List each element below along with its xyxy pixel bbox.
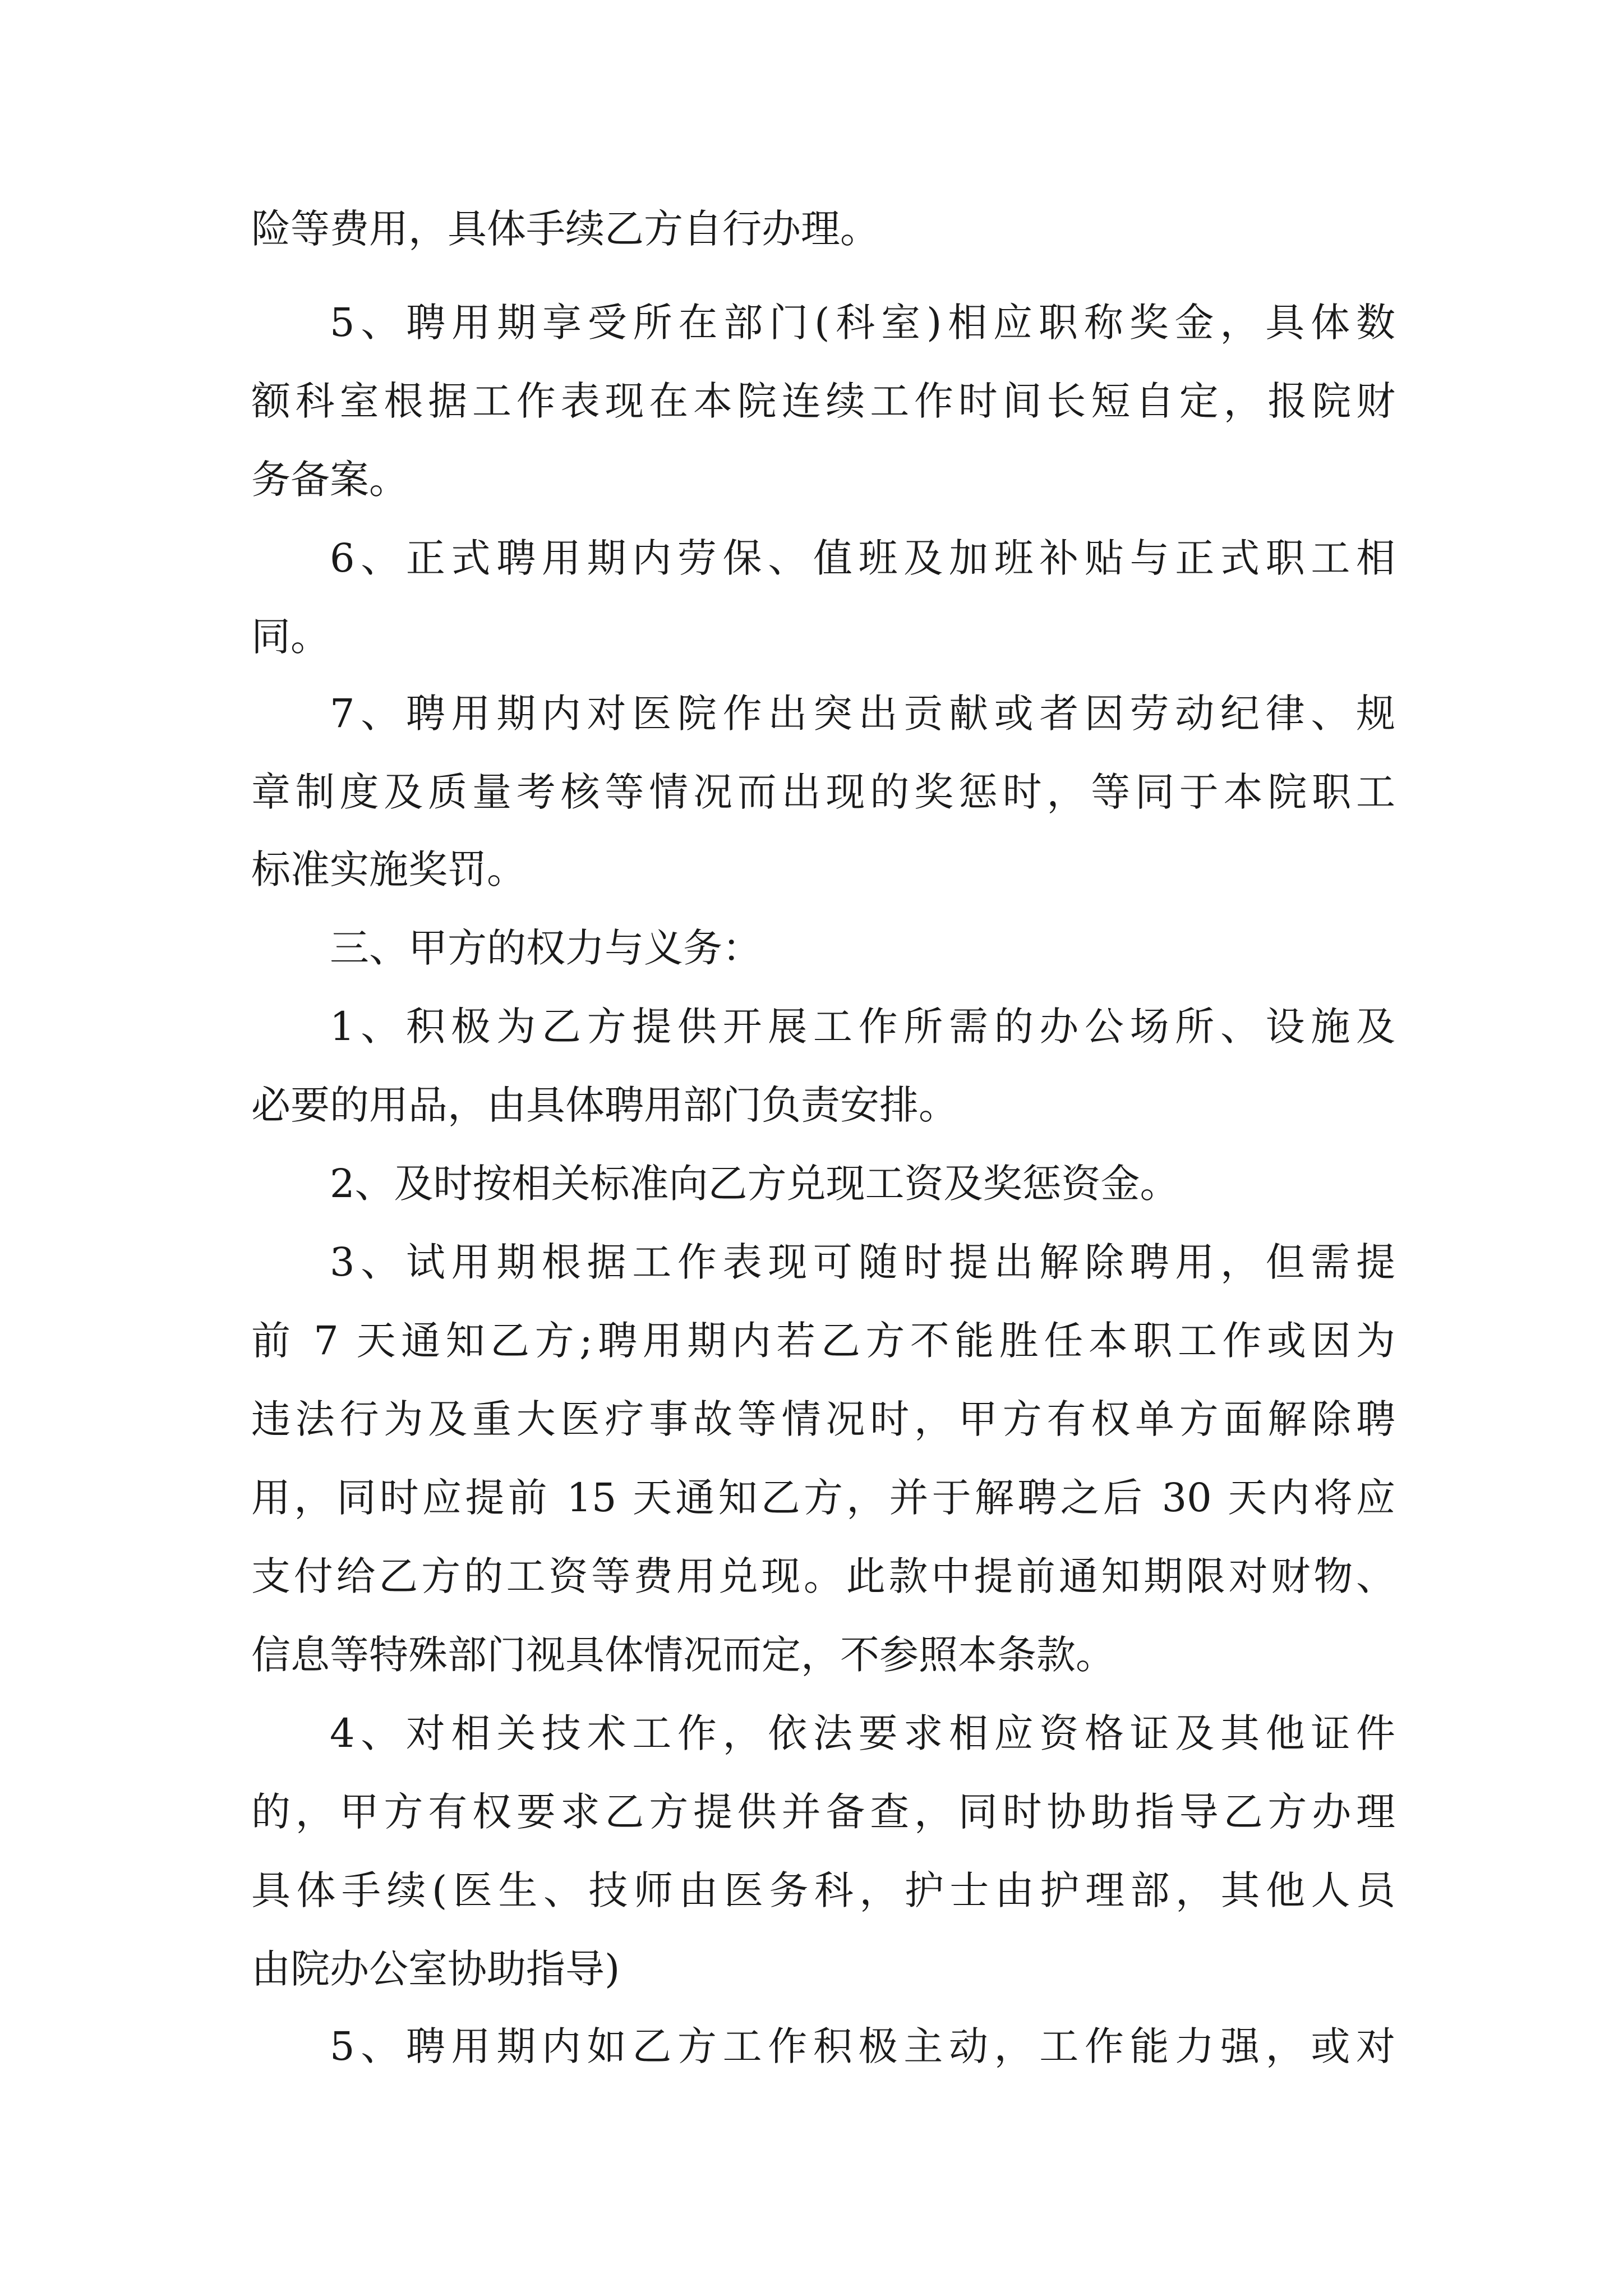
paragraph-line: 5、聘用期享受所在部门(科室)相应职称奖金，具体数 xyxy=(330,300,1395,346)
paragraph-line: 1、积极为乙方提供开展工作所需的办公场所、设施及 xyxy=(330,1004,1395,1050)
paragraph-line: 由院办公室协助指导) xyxy=(251,1946,620,1992)
paragraph-line: 章制度及质量考核等情况而出现的奖惩时，等同于本院职工 xyxy=(251,769,1395,815)
paragraph-line: 务备案。 xyxy=(251,457,408,503)
paragraph-line: 具体手续(医生、技师由医务科，护士由护理部，其他人员 xyxy=(251,1867,1395,1913)
paragraph-line: 4、对相关技术工作，依法要求相应资格证及其他证件 xyxy=(330,1710,1395,1756)
paragraph-line: 额科室根据工作表现在本院连续工作时间长短自定，报院财 xyxy=(251,378,1395,424)
paragraph-line: 标准实施奖罚。 xyxy=(251,846,526,892)
paragraph-line: 信息等特殊部门视具体情况而定，不参照本条款。 xyxy=(251,1632,1115,1678)
paragraph-line: 同。 xyxy=(251,614,330,660)
paragraph-line: 用，同时应提前 15 天通知乙方，并于解聘之后 30 天内将应 xyxy=(251,1475,1395,1521)
paragraph-line: 2、及时按相关标准向乙方兑现工资及奖惩资金。 xyxy=(330,1161,1179,1207)
paragraph-line: 必要的用品，由具体聘用部门负责安排。 xyxy=(251,1082,958,1128)
paragraph-line: 违法行为及重大医疗事故等情况时，甲方有权单方面解除聘 xyxy=(251,1396,1395,1442)
paragraph-line: 5、聘用期内如乙方工作积极主动，工作能力强，或对 xyxy=(330,2023,1395,2069)
paragraph-line: 前 7 天通知乙方;聘用期内若乙方不能胜任本职工作或因为 xyxy=(251,1318,1395,1364)
paragraph-line: 的，甲方有权要求乙方提供并备查，同时协助指导乙方办理 xyxy=(251,1789,1395,1835)
paragraph-line: 7、聘用期内对医院作出突出贡献或者因劳动纪律、规 xyxy=(330,691,1395,737)
paragraph-line: 险等费用，具体手续乙方自行办理。 xyxy=(251,206,879,252)
paragraph-line: 支付给乙方的工资等费用兑现。此款中提前通知期限对财物、 xyxy=(251,1553,1395,1599)
section-heading: 三、甲方的权力与义务： xyxy=(330,925,762,971)
paragraph-line: 3、试用期根据工作表现可随时提出解除聘用，但需提 xyxy=(330,1239,1395,1285)
paragraph-line: 6、正式聘用期内劳保、值班及加班补贴与正式职工相 xyxy=(330,535,1395,581)
